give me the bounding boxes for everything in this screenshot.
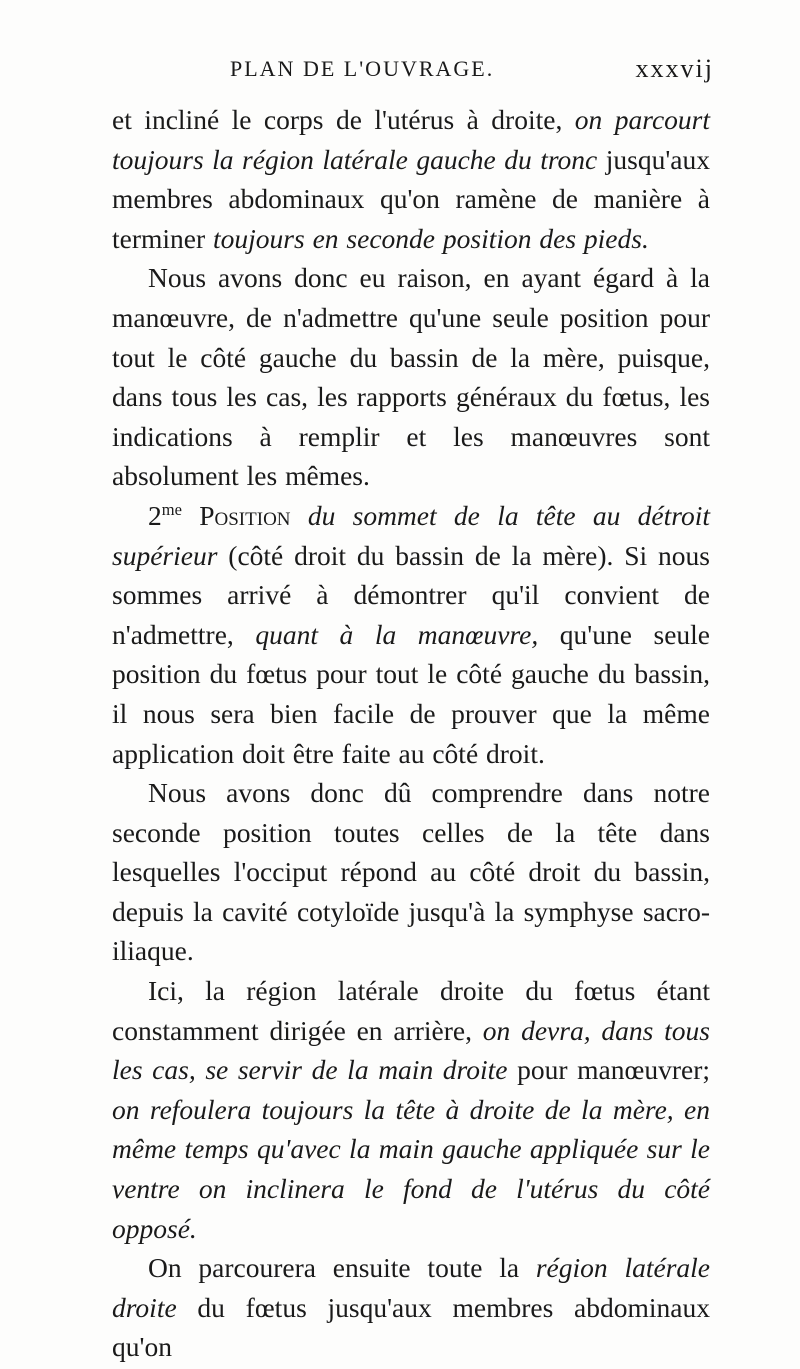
text-segment: on refoulera toujours la tête à droite de la mère, en même temps qu'avec la main gauche appliquée sur le ventre on inclinera le fond de l'utérus du côté opposé. bbox=[112, 1093, 710, 1244]
text-segment: pour manœuvrer; bbox=[507, 1054, 710, 1086]
running-title: PLAN DE L'OUVRAGE. bbox=[230, 56, 495, 81]
text-segment: Ici, la région latérale droite du fœtus étant constamment dirigée en arrière, bbox=[112, 975, 710, 1046]
body-text bbox=[112, 100, 710, 1367]
paragraph bbox=[112, 971, 710, 1248]
text-segment: on parcourt toujours la région latérale gauche du tronc bbox=[112, 104, 710, 175]
text-segment: (côté droit du bassin de la mère). Si nous sommes arrivé à démontrer qu'il convient de n'admettre, bbox=[112, 539, 710, 650]
paragraph bbox=[112, 258, 710, 496]
text-segment: 2 bbox=[148, 499, 162, 531]
text-segment: du fœtus jusqu'aux membres abdominaux qu'on bbox=[112, 1291, 710, 1363]
text-segment: toujours en seconde position des pieds. bbox=[213, 222, 649, 254]
paragraph bbox=[112, 100, 710, 258]
text-segment: on devra, dans tous les cas, se servir de la main droite bbox=[112, 1014, 710, 1086]
text-segment: qu'une seule position du fœtus pour tout le côté gauche du bassin, il nous sera bien facile de prouver que la même application doit être faite au côté droit. bbox=[112, 618, 710, 769]
text-segment: quant à la manœuvre, bbox=[255, 618, 539, 650]
text-segment: du sommet de la tête au détroit supérieur bbox=[112, 499, 710, 571]
page-number: xxxvij bbox=[635, 54, 714, 83]
paragraph bbox=[112, 773, 710, 971]
paragraph bbox=[112, 1248, 710, 1367]
text-segment: Nous avons donc dû comprendre dans notre seconde position toutes celles de la tête dans lesquelles l'occiput répond au côté droit du bassin, depuis la cavité cotyloïde jusqu'à la symphyse sacro-iliaque. bbox=[112, 777, 710, 967]
text-segment: et incliné le corps de l'utérus à droite, bbox=[112, 104, 575, 135]
text-segment: me bbox=[161, 499, 182, 519]
running-head bbox=[0, 56, 800, 96]
text-segment: On parcourera ensuite toute la bbox=[148, 1252, 536, 1284]
paragraph bbox=[112, 496, 710, 773]
text-segment: région latérale droite bbox=[112, 1252, 710, 1323]
text-segment: jusqu'aux membres abdominaux qu'on ramène de manière à terminer bbox=[112, 143, 710, 254]
text-segment: Nous avons donc eu raison, en ayant égard à la manœuvre, de n'admettre qu'une seule position pour tout le côté gauche du bassin de la mère, puisque, dans tous les cas, les rapports généraux du fœtus, les indications à remplir et les manœuvres sont absolument les mêmes. bbox=[112, 262, 710, 492]
text-segment: Position bbox=[181, 499, 291, 531]
